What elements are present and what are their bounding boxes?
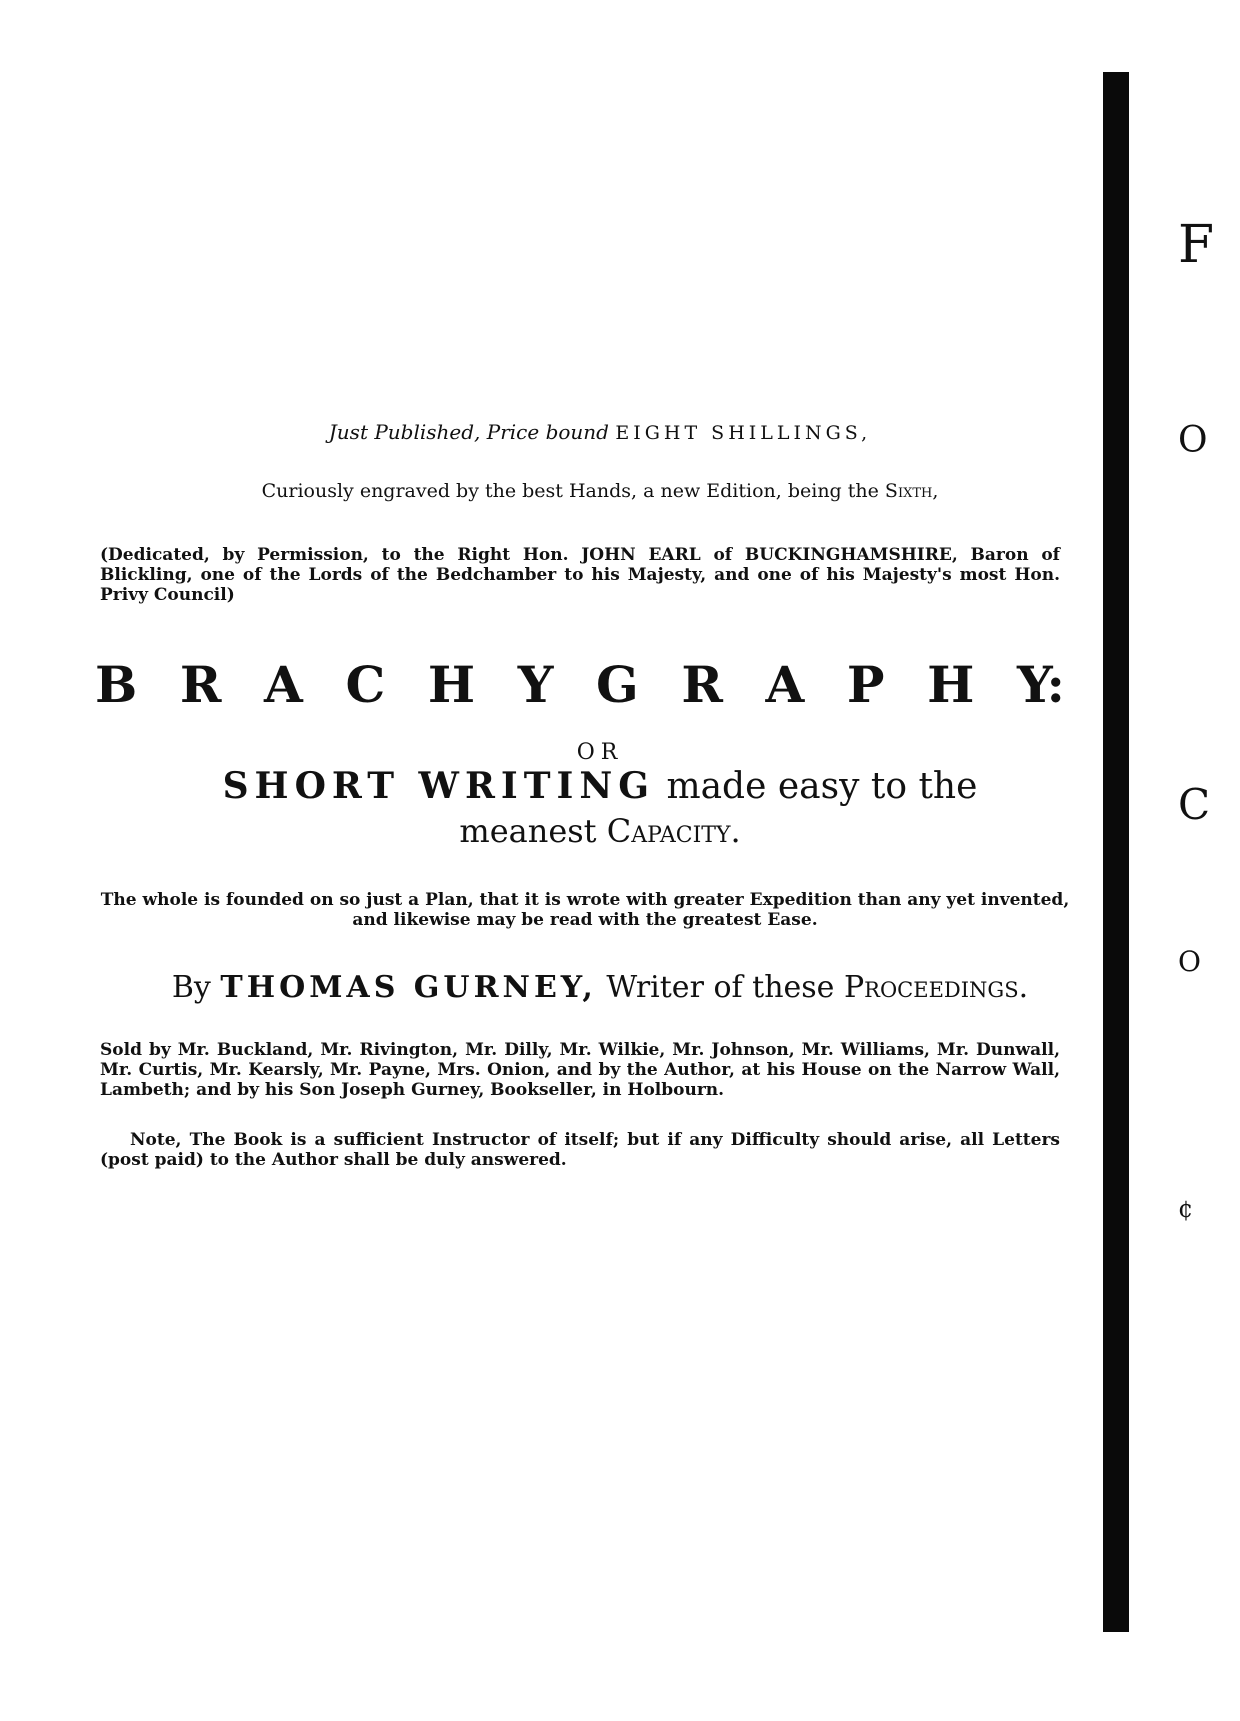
edition-number: Sixth, <box>884 480 939 502</box>
title-letter: P <box>846 655 885 714</box>
facing-page-letter: C <box>1178 780 1211 829</box>
title-letter: A <box>264 655 303 714</box>
author-proceedings: Proceedings. <box>843 970 1029 1005</box>
author-name: THOMAS GURNEY, <box>220 970 597 1005</box>
published-prefix: Just Published, Price bound <box>328 420 616 444</box>
facing-page-letter: ¢ <box>1178 1195 1194 1223</box>
sellers-paragraph: Sold by Mr. Buckland, Mr. Rivington, Mr. Dilly, Mr. Wilkie, Mr. Johnson, Mr. Williams, Mr. Dunwall, Mr. Curtis, Mr. Kearsly, Mr. Payne, Mrs. Onion, and by the Author, at his House on the Narrow Wall, Lambeth; and by his Son Joseph Gurney, Bookseller, in Holbourn. <box>100 1040 1060 1100</box>
edition-line <box>0 480 1200 502</box>
note-paragraph: Note, The Book is a sufficient Instructor of itself; but if any Difficulty should arise, all Letters (post paid) to the Author shall be duly answered. <box>100 1130 1060 1170</box>
facing-page-letter: F <box>1178 215 1215 275</box>
subtitle2-capacity: Capacity. <box>606 812 741 850</box>
author-line <box>0 970 1200 1005</box>
subtitle-rest: made easy to the <box>655 766 978 807</box>
title-letter: A <box>765 655 805 714</box>
title-letter: B <box>95 655 138 714</box>
facing-page-letter: O <box>1178 945 1201 978</box>
title-letter: Y <box>517 655 554 714</box>
main-title <box>95 655 1065 715</box>
title-letter: C <box>345 655 386 714</box>
price-caps: EIGHT SHILLINGS, <box>615 422 872 444</box>
title-letter: R <box>179 655 222 714</box>
edition-prefix: Curiously engraved by the best Hands, a new Edition, being the <box>261 480 885 502</box>
author-prefix: By <box>171 970 221 1005</box>
binding-gutter <box>1103 72 1129 1632</box>
subtitle-caps: SHORT WRITING <box>222 765 656 807</box>
title-letter: G <box>596 655 639 714</box>
or-line: OR <box>576 740 624 765</box>
subtitle-line-2 <box>0 812 1200 850</box>
subtitle-line-1 <box>0 765 1200 807</box>
title-letter: Y: <box>1017 655 1065 714</box>
dedication-paragraph: (Dedicated, by Permission, to the Right Hon. JOHN EARL of BUCKINGHAMSHIRE, Baron of Blickling, one of the Lords of the Bedchamber to his Majesty, and one of his Majesty's most Hon. Privy Council) <box>100 545 1060 605</box>
title-letter: R <box>681 655 723 714</box>
plan-description: The whole is founded on so just a Plan, that it is wrote with greater Expedition than any yet invented, and likewise may be read with the greatest Ease. <box>100 890 1070 930</box>
subtitle2-prefix: meanest <box>459 812 607 850</box>
price-line <box>0 420 1200 444</box>
author-rest: Writer of these <box>596 970 844 1005</box>
title-letter: H <box>927 655 975 714</box>
title-letter: H <box>427 655 476 714</box>
facing-page-letter: O <box>1178 420 1208 461</box>
